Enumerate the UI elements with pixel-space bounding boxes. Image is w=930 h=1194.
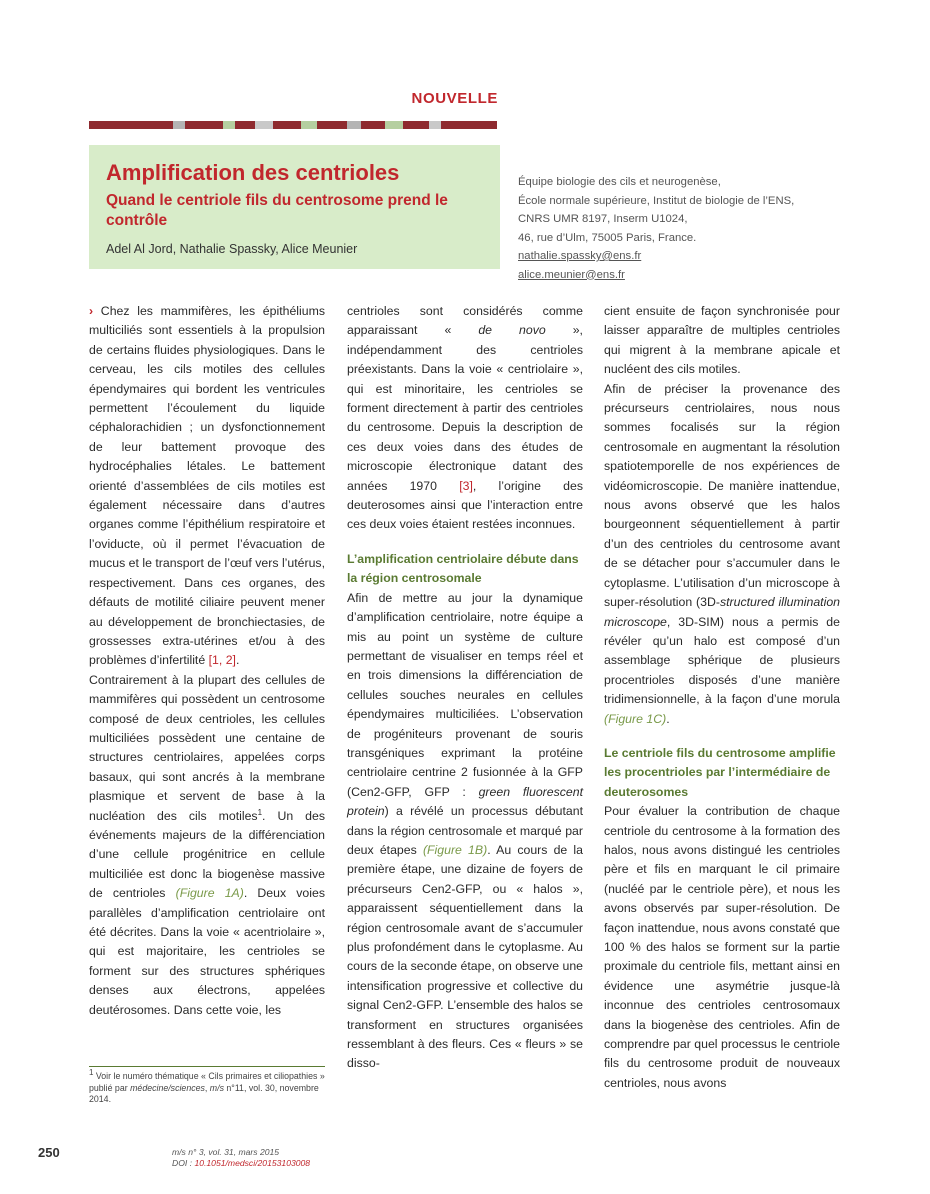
doi-label: DOI : bbox=[172, 1158, 195, 1168]
doi-link[interactable]: 10.1051/medsci/20153103008 bbox=[194, 1158, 311, 1168]
footnote-text: médecine/sciences bbox=[130, 1082, 205, 1093]
paragraph: cient ensuite de façon synchronisée pour laisser apparaître de multiples centrioles qui migrent à la membrane apicale et nucléent des cils motiles. bbox=[604, 304, 840, 377]
journal-citation bbox=[172, 1147, 472, 1169]
affiliation-line: Équipe biologie des cils et neurogenèse, bbox=[518, 176, 721, 188]
italic-term: green fluorescent protein bbox=[347, 784, 583, 819]
footnote-marker[interactable]: 1 bbox=[257, 807, 263, 817]
journal-issue: m/s n° 3, vol. 31, mars 2015 bbox=[172, 1147, 280, 1157]
color-bar-segment bbox=[89, 121, 173, 129]
section-arrow-icon: › bbox=[89, 304, 94, 318]
color-bar-segment bbox=[235, 121, 255, 129]
color-bar-segment bbox=[301, 121, 317, 129]
color-bar-segment bbox=[361, 121, 385, 129]
paragraph bbox=[89, 671, 325, 1020]
author-list: Adel Al Jord, Nathalie Spassky, Alice Meunier bbox=[106, 242, 358, 256]
color-bar-segment bbox=[185, 121, 223, 129]
paragraph bbox=[604, 380, 840, 729]
paragraph-text: . Un des événements majeurs de la différenciation d’une cellule progénitrice en cellule multiciliée est donc la biogenèse massive de centrioles bbox=[89, 808, 325, 901]
paragraph bbox=[347, 302, 583, 535]
paragraph: Pour évaluer la contribution de chaque centriole du centrosome à la formation des halos, nous avons distingué les centrioles père et fils en marquant le cil primaire (nucléé par le centriole père), et nous les avons observés par super-résolution. De façon inattendue, nous avons constaté que 100 % des halos se forment sur la partie proximale du centriole fils, mettant ainsi en évidence une asymétrie jusque-là inconnue des centrioles centrosomaux dans la biogenèse des centrioles. Afin de comprendre par quel processus le centriole fils du centrosome produit de nouveaux centrioles, nous avons bbox=[604, 804, 840, 1090]
italic-term: de novo bbox=[478, 323, 546, 338]
paragraph-text: , 3D-SIM) nous a permis de révéler qu’un halo est composé d’un assemblage sphérique de plusieurs procentrioles disposés d’une manière tridimensionnelle, à la façon d’une morula bbox=[604, 614, 840, 707]
citation-link[interactable]: [3] bbox=[459, 478, 473, 493]
footnote-text: Voir le numéro thématique « Cils primaires et ciliopathies » publié par bbox=[89, 1071, 325, 1093]
figure-reference[interactable]: (Figure 1B) bbox=[422, 842, 488, 857]
paragraph-text: ) a révélé un processus débutant dans la région centrosomale et marqué par deux étapes bbox=[347, 804, 583, 857]
footnote-text: n°11, vol. 30, novembre 2014. bbox=[89, 1082, 319, 1104]
paragraph-text: , l’origine des deuterosomes ainsi que l’interaction entre ces deux voies étaient restées inconnues. bbox=[347, 478, 583, 532]
color-bar-segment bbox=[403, 121, 429, 129]
section-heading: Le centriole fils du centrosome amplifie les procentrioles par l’intermédiaire de deuterosomes bbox=[604, 745, 836, 799]
color-bar-segment bbox=[273, 121, 301, 129]
paragraph-text: . Deux voies parallèles d’amplification centriolaire ont été décrites. Dans la voie « acentriolaire », qui est majoritaire, les centrioles se forment sur des structures sphériques denses aux électrons, appelées deutérosomes. Dans cette voie, les bbox=[89, 886, 325, 1017]
article-title: Amplification des centrioles bbox=[106, 160, 400, 185]
footnote-text: m/s bbox=[209, 1082, 224, 1093]
article-subtitle: Quand le centriole fils du centrosome prend le contrôle bbox=[106, 192, 448, 229]
affiliation-line: CNRS UMR 8197, Inserm U1024, bbox=[518, 213, 688, 225]
footnote bbox=[89, 1068, 333, 1106]
paragraph bbox=[89, 302, 325, 671]
paragraph-text: Afin de préciser la provenance des précurseurs centriolaires, nous nous sommes focalisés sur la région centrosomale en augmentant la résolution spatiotemporelle de nos expériences de vidéomicroscopie. De manière inattendue, nous avons observé que les halos bourgeonnent séquentiellement à partir d’un des centrioles du centrosome avant de se détacher pour s’accumuler dans le cytoplasme. L’utilisation d’un microscope à super-résolution (3D- bbox=[604, 381, 840, 610]
color-bar-segment bbox=[223, 121, 235, 129]
figure-reference[interactable]: (Figure 1C) bbox=[604, 711, 667, 726]
text-column-2 bbox=[347, 302, 583, 1074]
footnote-text: , bbox=[204, 1082, 210, 1093]
color-bar-segment bbox=[255, 121, 273, 129]
page-number: 250 bbox=[38, 1145, 60, 1160]
section-label: NOUVELLE bbox=[411, 90, 498, 107]
paragraph bbox=[347, 589, 583, 1074]
color-bar-segment bbox=[317, 121, 347, 129]
decorative-color-bar bbox=[89, 121, 497, 129]
color-bar-segment bbox=[173, 121, 185, 129]
paragraph-text: centrioles sont considérés comme apparaissant « bbox=[347, 304, 583, 338]
figure-reference[interactable]: (Figure 1A) bbox=[175, 886, 244, 901]
paragraph-text: . Au cours de la première étape, une dizaine de foyers de précurseurs Cen2-GFP, ou « halos », apparaissent séquentiellement dans la région centrosomale avant de s’accumuler plus profondément dans le cytoplasme. Au cours de la seconde étape, on observe une intensification progressive et collective du signal Cen2-GFP. L’ensemble des halos se transforment en structures organisées ressemblant à des fleurs. Ces « fleurs » se disso- bbox=[347, 842, 583, 1071]
email-link-meunier[interactable]: alice.meunier@ens.fr bbox=[518, 268, 625, 281]
affiliation-line: École normale supérieure, Institut de biologie de l’ENS, bbox=[518, 194, 795, 207]
color-bar-segment bbox=[441, 121, 497, 129]
email-link-spassky[interactable]: nathalie.spassky@ens.fr bbox=[518, 250, 642, 262]
paragraph-text: Afin de mettre au jour la dynamique d’amplification centriolaire, notre équipe a mis au point un système de culture permettant de visualiser en temps réel et en trois dimensions la différenciation de cellules souches neurales en cellules épendymaires multiciliées. L’observation de progéniteurs provenant de souris transgéniques exprimant la protéine centriolaire centrine 2 fusionnée à la GFP (Cen2-GFP, GFP : bbox=[347, 590, 583, 799]
footnote-divider bbox=[89, 1066, 325, 1067]
color-bar-segment bbox=[385, 121, 403, 129]
affiliation-block bbox=[518, 173, 848, 284]
paragraph-text: . bbox=[666, 711, 670, 726]
text-column-3 bbox=[604, 302, 840, 1093]
paragraph-text: Chez les mammifères, les épithéliums multiciliés sont essentiels à la propulsion de certains fluides physiologiques. Dans le cerveau, les cils motiles des cellules épendymaires qui bordent les ventricules permettent l’écoulement du liquide céphalorachidien ; un dysfonctionnement de leur battement provoque des hydrocéphalies létales. Le battement orienté d’assemblées de cils motiles est également nécessaire dans d’autres organes comme l’épithélium respiratoire et l’oviducte, où il permet l’évacuation de mucus et le transport de l’œuf vers l’utérus, respectivement. Dans ces organes, des défauts de motilité ciliaire peuvent mener au développement de bronchiectasies, de grossesses extra-utérines et/ou à des problèmes d’infertilité bbox=[89, 304, 325, 668]
citation-link[interactable]: [1, 2] bbox=[208, 653, 236, 668]
section-heading: L’amplification centriolaire débute dans la région centrosomale bbox=[347, 551, 579, 586]
doi-line bbox=[172, 1158, 472, 1169]
color-bar-segment bbox=[429, 121, 441, 129]
footnote-number: 1 bbox=[89, 1068, 94, 1078]
paragraph-text: », indépendamment des centrioles préexistants. Dans la voie « centriolaire », qui est minoritaire, les centrioles se forment directement à partir des centrioles du centrosome. Depuis la description de ces deux voies dans des études de microscopie électronique datant des années 1970 bbox=[347, 323, 583, 493]
text-column-1 bbox=[89, 302, 325, 1020]
italic-term: structured illumination microscope bbox=[604, 595, 841, 629]
paragraph-text: . bbox=[235, 653, 240, 668]
color-bar-segment bbox=[347, 121, 361, 129]
paragraph-text: Contrairement à la plupart des cellules de mammifères qui possèdent un centrosome composé de deux centrioles, les cellules multiciliées possèdent une centaine de structures centriolaires, appelées corps basaux, qui sont ancrés à la membrane plasmique et servent de base à la nucléation des cils motiles bbox=[89, 672, 325, 823]
affiliation-line: 46, rue d’Ulm, 75005 Paris, France. bbox=[518, 231, 697, 244]
